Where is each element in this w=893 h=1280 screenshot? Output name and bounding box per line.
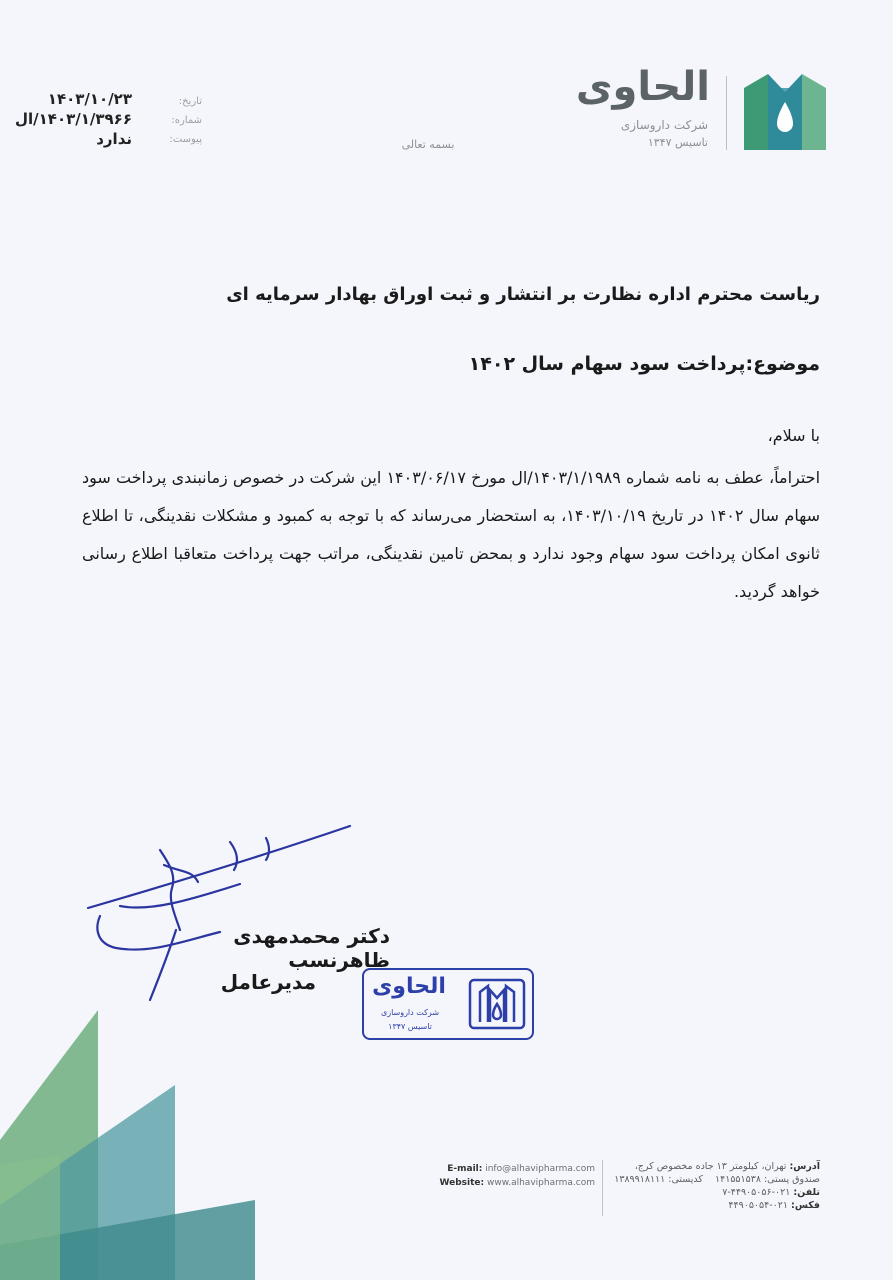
attachment-label: پیوست: — [169, 134, 202, 145]
footer-fax-line — [608, 1199, 820, 1212]
footer-phone-line — [608, 1186, 820, 1199]
footer-address-line — [608, 1160, 820, 1173]
footer-website-line — [420, 1176, 595, 1190]
number-value: ۱۴۰۳/۱/۳۹۶۶/ال — [15, 110, 132, 128]
subject-line: موضوع:پرداخت سود سهام سال ۱۴۰۲ — [468, 353, 820, 375]
pobox-label: صندوق پستی: — [763, 1174, 820, 1185]
brand-established: تاسیس ۱۳۴۷ — [647, 136, 708, 149]
attachment-value: ندارد — [96, 130, 132, 148]
signer-name: دکتر محمدمهدی ظاهرنسب — [233, 924, 390, 972]
recipient-line: ریاست محترم اداره نظارت بر انتشار و ثبت اوراق بهادار سرمایه ای — [226, 284, 820, 305]
email-link[interactable]: info@alhavipharma.com — [485, 1164, 595, 1174]
email-label: E-mail: — [447, 1164, 483, 1174]
letter-body: احتراماً، عطف به نامه شماره ۱۴۰۳/۱/۱۹۸۹/ال مورخ ۱۴۰۳/۰۶/۱۷ این شرکت در خصوص زمانبندی پرداخت سود سهام سال ۱۴۰۲ در تاریخ ۱۴۰۳/۱۰/۱۹، به استحضار می‌رساند که با توجه به کمبود و مشکلات نقدینگی، تا اطلاع ثانوی امکان پرداخت سود سهام وجود ندارد و بمحض تامین نقدینگی، مراتب جهت پرداخت متعاقبا اطلاع رسانی خواهد گردید. — [82, 468, 821, 601]
pobox-value: ۱۴۱۵۵۱۵۳۸ — [715, 1174, 761, 1185]
postal-value: ۱۳۸۹۹۱۸۱۱۱ — [614, 1174, 666, 1185]
brand-subtitle: شرکت داروسازی — [620, 118, 708, 132]
footer-contact — [608, 1160, 820, 1212]
company-logo-icon — [744, 74, 826, 150]
date-label: تاریخ: — [178, 96, 202, 107]
address-value: تهران، کیلومتر ۱۳ جاده مخصوص کرج، — [634, 1161, 787, 1172]
footer-web — [420, 1162, 595, 1190]
phone-value: ۰۲۱-۴۴۹۰۵۰۵۶-۷ — [722, 1187, 791, 1198]
footer-email-line — [420, 1162, 595, 1176]
brand-name: الحاوی — [575, 64, 710, 110]
stamp-logo-icon — [468, 976, 526, 1032]
stamp-subtitle: شرکت داروسازی — [380, 1008, 440, 1017]
fax-value: ۰۲۱-۴۴۹۰۵۰۵۴ — [728, 1200, 788, 1211]
website-label: Website: — [439, 1178, 485, 1188]
number-label: شماره: — [171, 115, 202, 126]
footer-divider — [602, 1160, 603, 1216]
bismillah-text: بسمه تعالی — [401, 138, 455, 151]
greeting: با سلام، — [767, 426, 820, 445]
meta-values — [8, 89, 132, 149]
meta-labels — [150, 92, 202, 149]
header-divider — [726, 76, 727, 150]
phone-label: تلفن: — [793, 1187, 820, 1198]
fax-label: فکس: — [791, 1200, 820, 1211]
stamp-established: تاسیس ۱۳۴۷ — [388, 1022, 432, 1031]
postal-label: کدپستی: — [668, 1174, 703, 1185]
footer-pobox-line — [608, 1173, 820, 1186]
address-label: آدرس: — [789, 1161, 820, 1172]
website-link[interactable]: www.alhavipharma.com — [486, 1178, 595, 1188]
signer-title: مدیرعامل — [220, 970, 316, 994]
decorative-corner-graphic — [0, 1005, 260, 1280]
date-value: ۱۴۰۳/۱۰/۲۳ — [47, 90, 132, 108]
stamp-name: الحاوی — [372, 974, 446, 999]
